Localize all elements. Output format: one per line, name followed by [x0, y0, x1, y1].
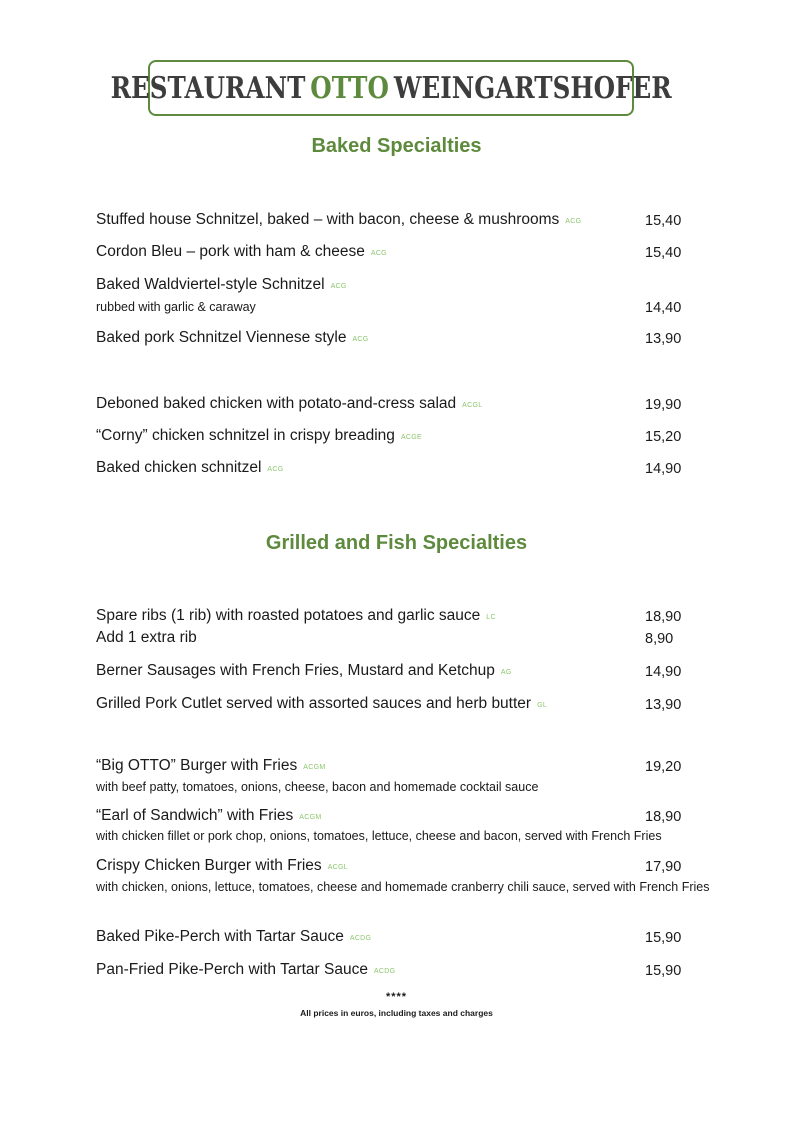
menu-item-description: rubbed with garlic & caraway: [96, 300, 256, 314]
menu-item: “Earl of Sandwich” with Fries ACGM: [96, 807, 322, 824]
menu-item-price: 19,20: [645, 759, 682, 775]
menu-item: Stuffed house Schnitzel, baked – with bacon, cheese & mushrooms ACG: [96, 211, 582, 228]
menu-item-description: with chicken, onions, lettuce, tomatoes, cheese and homemade cranberry chili sauce, served with French Fries: [96, 880, 710, 894]
menu-item: Baked Waldviertel-style Schnitzel ACG: [96, 276, 347, 293]
menu-item-price: 18,90: [645, 609, 682, 625]
menu-item: “Corny” chicken schnitzel in crispy breading ACGE: [96, 427, 422, 444]
menu-item-description: with beef patty, tomatoes, onions, cheese, bacon and homemade cocktail sauce: [96, 780, 539, 794]
menu-item: Baked chicken schnitzel ACG: [96, 459, 284, 476]
menu-item: Grilled Pork Cutlet served with assorted sauces and herb butter GL: [96, 695, 548, 712]
logo-word-restaurant: RESTAURANT: [110, 70, 306, 106]
menu-item-price: 15,90: [645, 963, 682, 979]
logo-word-weingartshofer: WEINGARTSHOFER: [393, 70, 672, 106]
menu-item: Baked Pike-Perch with Tartar Sauce ACDG: [96, 928, 372, 945]
footer-stars: ****: [385, 991, 408, 1003]
menu-item-price: 15,40: [645, 213, 682, 229]
menu-item: Spare ribs (1 rib) with roasted potatoes and garlic sauce LC: [96, 607, 496, 624]
menu-item-price: 14,40: [645, 300, 682, 316]
menu-item-price: 17,90: [645, 859, 682, 875]
menu-item: Pan-Fried Pike-Perch with Tartar Sauce ACDG: [96, 961, 396, 978]
menu-item: Add 1 extra rib: [96, 629, 197, 646]
menu-item-description: with chicken fillet or pork chop, onions, tomatoes, lettuce, cheese and bacon, served with French Fries: [96, 829, 662, 843]
menu-item-price: 8,90: [645, 631, 674, 647]
menu-item: “Big OTTO” Burger with Fries ACGM: [96, 757, 326, 774]
menu-item-price: 15,90: [645, 930, 682, 946]
menu-item: Cordon Bleu – pork with ham & cheese ACG: [96, 243, 387, 260]
menu-item: Deboned baked chicken with potato-and-cress salad ACGL: [96, 395, 483, 412]
menu-item-price: 19,90: [645, 397, 682, 413]
restaurant-logo-banner: [110, 60, 672, 116]
menu-item-price: 13,90: [645, 697, 682, 713]
menu-item-price: 15,20: [645, 429, 682, 445]
menu-item-price: 13,90: [645, 331, 682, 347]
section-title-baked: Baked Specialties: [311, 135, 482, 157]
menu-item-price: 18,90: [645, 809, 682, 825]
price-footnote: All prices in euros, including taxes and charges: [300, 1008, 493, 1018]
section-title-grilled: Grilled and Fish Specialties: [265, 532, 528, 554]
menu-item: Crispy Chicken Burger with Fries ACGL: [96, 857, 348, 874]
logo-word-otto: OTTO: [310, 70, 389, 106]
menu-item-price: 15,40: [645, 245, 682, 261]
menu-item: Berner Sausages with French Fries, Mustard and Ketchup AG: [96, 662, 512, 679]
menu-item-price: 14,90: [645, 664, 682, 680]
menu-item-price: 14,90: [645, 461, 682, 477]
menu-item: Baked pork Schnitzel Viennese style ACG: [96, 329, 369, 346]
